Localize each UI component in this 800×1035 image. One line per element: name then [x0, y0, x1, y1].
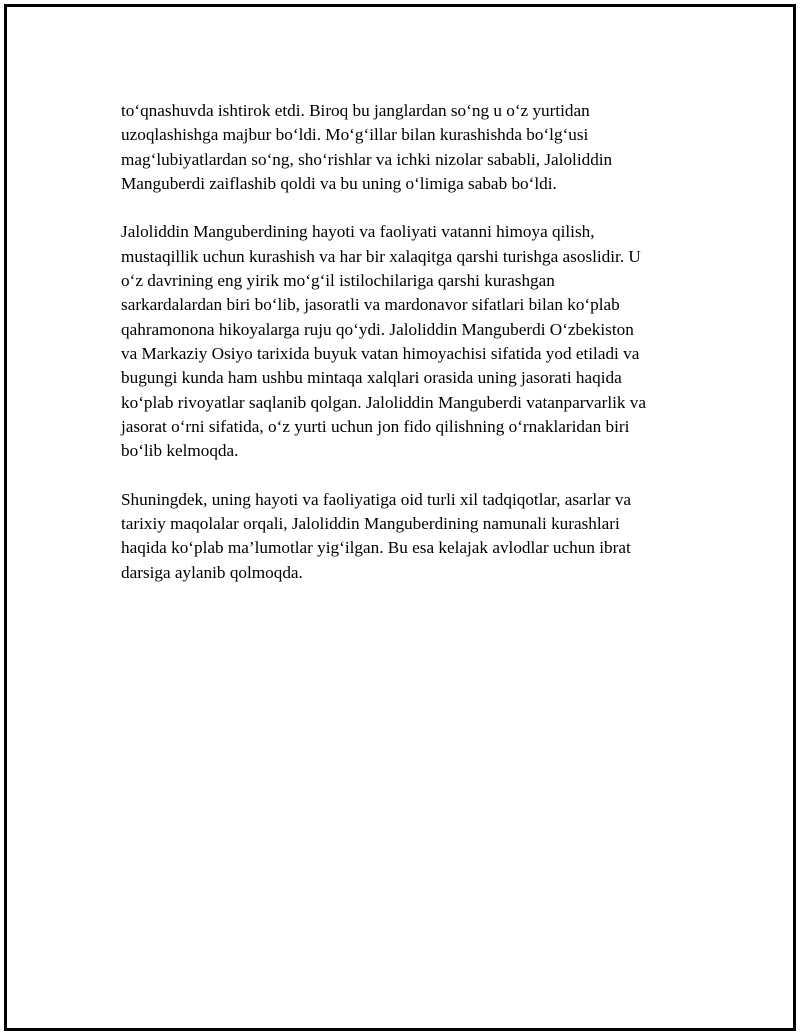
paragraph-1	[121, 99, 691, 196]
text-line: Jaloliddin Manguberdining hayoti va faoliyati vatanni himoya qilish,	[121, 222, 595, 242]
text-line: va Markaziy Osiyo tarixida buyuk vatan himoyachisi sifatida yod etiladi va	[121, 343, 640, 363]
text-line: Manguberdi zaiflashib qoldi va bu uning o‘limiga sabab bo‘ldi.	[121, 173, 557, 193]
paragraph-2	[121, 220, 691, 463]
text-line: jasorat o‘rni sifatida, o‘z yurti uchun jon fido qilishning o‘rnaklaridan biri	[121, 416, 630, 436]
text-line: uzoqlashishga majbur bo‘ldi. Mo‘g‘illar bilan kurashishda bo‘lg‘usi	[121, 125, 589, 145]
text-line: sarkardalardan biri bo‘lib, jasoratli va mardonavor sifatlari bilan ko‘plab	[121, 295, 620, 315]
document-page	[4, 4, 796, 1031]
paragraph-3	[121, 488, 691, 585]
text-line: mustaqillik uchun kurashish va har bir xalaqitga qarshi turishga asoslidir. U	[121, 246, 641, 266]
text-line: darsiga aylanib qolmoqda.	[121, 562, 303, 582]
text-line: Shuningdek, uning hayoti va faoliyatiga oid turli xil tadqiqotlar, asarlar va	[121, 489, 632, 509]
text-line: tarixiy maqolalar orqali, Jaloliddin Manguberdining namunali kurashlari	[121, 514, 620, 534]
document-body	[121, 99, 691, 609]
text-line: mag‘lubiyatlardan so‘ng, sho‘rishlar va ichki nizolar sababli, Jaloliddin	[121, 149, 613, 169]
text-line: o‘z davrining eng yirik mo‘g‘il istilochilariga qarshi kurashgan	[121, 271, 555, 291]
text-line: ko‘plab rivoyatlar saqlanib qolgan. Jaloliddin Manguberdi vatanparvarlik va	[121, 392, 647, 412]
text-line: haqida ko‘plab ma’lumotlar yig‘ilgan. Bu esa kelajak avlodlar uchun ibrat	[121, 538, 631, 558]
text-line: to‘qnashuvda ishtirok etdi. Biroq bu janglardan so‘ng u o‘z yurtidan	[121, 101, 590, 120]
text-line: qahramonona hikoyalarga ruju qo‘ydi. Jaloliddin Manguberdi O‘zbekiston	[121, 319, 634, 339]
text-line: bugungi kunda ham ushbu mintaqa xalqlari orasida uning jasorati haqida	[121, 368, 622, 388]
text-line: bo‘lib kelmoqda.	[121, 441, 239, 461]
